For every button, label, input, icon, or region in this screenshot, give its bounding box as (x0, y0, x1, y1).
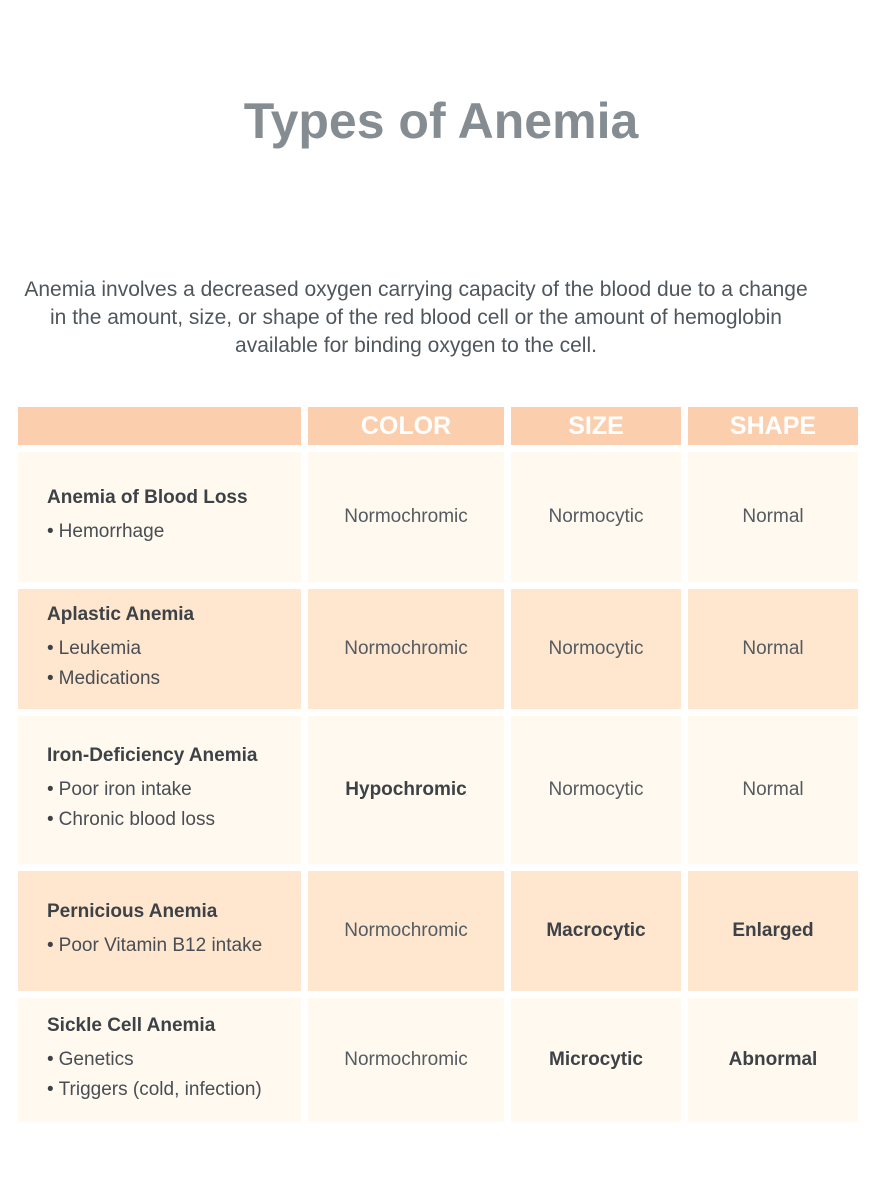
cause-list (47, 517, 248, 547)
header-blank-cell (18, 407, 301, 445)
column-header-shape: SHAPE (729, 411, 817, 440)
anemia-type-name: Anemia of Blood Loss (47, 487, 248, 508)
anemia-type-name: Pernicious Anemia (47, 901, 218, 922)
size-cell (511, 452, 681, 582)
size-cell (511, 716, 681, 864)
cause-list (47, 1045, 262, 1105)
color-cell (308, 452, 504, 582)
anemia-name-cell (18, 871, 301, 991)
color-value: Normochromic (344, 920, 468, 941)
intro-paragraph: Anemia involves a decreased oxygen carrying capacity of the blood due to a change in the amount, size, or shape of the red blood cell or the amount of hemoglobin available for binding oxygen to the cell. (24, 278, 808, 357)
cause-list (47, 634, 194, 694)
color-value: Normochromic (344, 638, 468, 659)
shape-value: Normal (742, 506, 804, 527)
column-header-size: SIZE (568, 411, 624, 440)
cause-item: • Leukemia (47, 634, 194, 664)
anemia-name-group (47, 604, 194, 694)
cause-list (47, 931, 262, 961)
cause-item: • Triggers (cold, infection) (47, 1075, 262, 1105)
page-title: Types of Anemia (243, 93, 639, 149)
cause-item: • Chronic blood loss (47, 805, 257, 835)
anemia-name-group (47, 1015, 262, 1105)
shape-value: Normal (742, 779, 804, 800)
cause-item: • Poor iron intake (47, 775, 257, 805)
anemia-name-group (47, 745, 257, 835)
shape-value: Abnormal (728, 1049, 818, 1070)
cause-list (47, 775, 257, 835)
size-value: Microcytic (549, 1049, 643, 1070)
color-cell (308, 589, 504, 709)
anemia-name-group (47, 901, 262, 961)
anemia-type-name: Sickle Cell Anemia (47, 1015, 216, 1036)
cause-item: • Poor Vitamin B12 intake (47, 931, 262, 961)
anemia-types-table (18, 407, 858, 1122)
size-cell (511, 871, 681, 991)
shape-cell (688, 716, 858, 864)
header-color-cell (308, 407, 504, 445)
anemia-name-cell (18, 589, 301, 709)
anemia-name-cell (18, 452, 301, 582)
shape-value: Enlarged (732, 920, 814, 941)
anemia-name-cell (18, 998, 301, 1122)
anemia-name-group (47, 487, 248, 547)
cause-item: • Genetics (47, 1045, 262, 1075)
cause-item: • Medications (47, 664, 194, 694)
size-value: Normocytic (548, 506, 644, 527)
shape-cell (688, 871, 858, 991)
cause-item: • Hemorrhage (47, 517, 248, 547)
size-value: Macrocytic (546, 920, 646, 941)
color-cell (308, 871, 504, 991)
column-header-color: COLOR (360, 411, 452, 440)
shape-cell (688, 589, 858, 709)
size-value: Normocytic (548, 779, 644, 800)
color-value: Hypochromic (345, 779, 467, 800)
color-cell (308, 716, 504, 864)
header-size-cell (511, 407, 681, 445)
shape-value: Normal (742, 638, 804, 659)
color-cell (308, 998, 504, 1122)
anemia-type-name: Iron-Deficiency Anemia (47, 745, 258, 766)
anemia-type-name: Aplastic Anemia (47, 604, 195, 625)
size-cell (511, 998, 681, 1122)
header-shape-cell (688, 407, 858, 445)
color-value: Normochromic (344, 1049, 468, 1070)
shape-cell (688, 452, 858, 582)
shape-cell (688, 998, 858, 1122)
size-cell (511, 589, 681, 709)
color-value: Normochromic (344, 506, 468, 527)
size-value: Normocytic (548, 638, 644, 659)
anemia-name-cell (18, 716, 301, 864)
